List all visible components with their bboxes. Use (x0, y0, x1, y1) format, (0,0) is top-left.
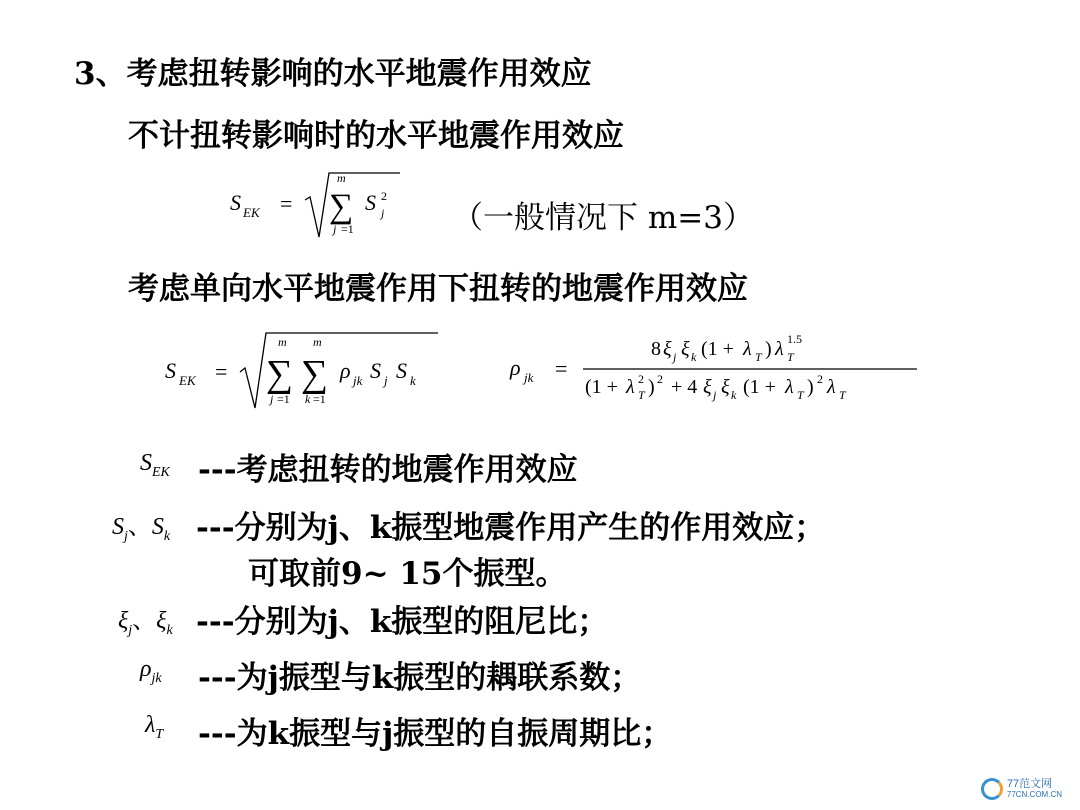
svg-text:ξ: ξ (721, 376, 730, 398)
svg-text:j: j (270, 392, 274, 406)
svg-text:jk: jk (524, 370, 534, 385)
definition-xi: ---分别为j、k振型的阻尼比； (196, 604, 609, 640)
formula-cqc (160, 328, 450, 413)
svg-text:2: 2 (381, 189, 387, 203)
svg-text:=1: =1 (341, 222, 354, 236)
watermark-line1: 77范文网 (1006, 778, 1053, 790)
svg-text:λ: λ (743, 338, 752, 360)
symbol-sj-sk: $S_j$、$S_k$ (112, 514, 171, 544)
definition-modes: 可取前9~ 15个振型。 (248, 556, 567, 592)
svg-text:EK: EK (243, 205, 260, 220)
svg-text:T: T (755, 350, 762, 364)
svg-text:j: j (673, 350, 677, 364)
svg-text:T: T (787, 350, 794, 364)
svg-text:): ) (648, 376, 655, 398)
svg-text:k: k (691, 350, 697, 364)
formula-rho (505, 325, 925, 405)
definition-rho: ---为j振型与k振型的耦联系数； (198, 660, 642, 696)
svg-text:S: S (365, 190, 376, 215)
formula-srss (225, 165, 415, 245)
svg-text:ξ: ξ (663, 338, 672, 360)
note-m: （一般情况下 m=3） (452, 200, 754, 236)
svg-text:8: 8 (651, 338, 661, 360)
symbol-lambda: $\lambda_T$ (145, 712, 164, 742)
svg-text:): ) (807, 376, 814, 398)
svg-text:S: S (396, 358, 407, 383)
svg-text:2: 2 (638, 372, 644, 386)
svg-text:1.5: 1.5 (787, 332, 802, 346)
svg-text:=1: =1 (313, 392, 326, 406)
svg-text:λ: λ (626, 376, 635, 398)
symbol-sek: $S_{EK}$ (140, 450, 170, 480)
symbol-rho: $\rho_{jk}$ (140, 656, 162, 686)
svg-text:m: m (313, 335, 322, 349)
svg-text:=1: =1 (277, 392, 290, 406)
definition-lambda: ---为k振型与j振型的自振周期比； (198, 716, 673, 752)
svg-text:j: j (381, 206, 385, 220)
heading: 3、考虑扭转影响的水平地震作用效应 (74, 56, 592, 92)
symbol-xi: $\xi_j$、$\xi_k$ (118, 608, 173, 638)
svg-text:m: m (278, 335, 287, 349)
subheading-no-torsion: 不计扭转影响时的水平地震作用效应 (128, 118, 624, 154)
svg-text:2: 2 (657, 372, 663, 386)
svg-text:=: = (280, 191, 293, 216)
svg-text:EK: EK (179, 373, 196, 388)
svg-text:∑: ∑ (266, 353, 294, 395)
svg-text:ξ: ξ (681, 338, 690, 360)
svg-text:T: T (797, 388, 804, 402)
svg-text:(1 +: (1 + (701, 338, 734, 360)
svg-text:m: m (337, 171, 346, 185)
svg-text:=: = (215, 359, 228, 384)
watermark (981, 778, 1062, 800)
svg-text:ρ: ρ (340, 358, 351, 383)
svg-text:λ: λ (785, 376, 794, 398)
svg-text:S: S (165, 358, 176, 383)
svg-text:k: k (410, 373, 416, 388)
svg-text:j: j (333, 222, 337, 236)
svg-text:∑: ∑ (301, 353, 329, 395)
svg-text:T: T (638, 388, 645, 402)
subheading-with-torsion: 考虑单向水平地震作用下扭转的地震作用效应 (128, 271, 748, 307)
svg-text:S: S (230, 190, 241, 215)
svg-text:k: k (731, 388, 737, 402)
watermark-logo-icon (981, 778, 1003, 800)
svg-text:λ: λ (775, 338, 784, 360)
svg-text:2: 2 (817, 372, 823, 386)
svg-text:(1 +: (1 + (585, 376, 618, 398)
svg-text:j: j (713, 388, 717, 402)
definition-sek: ---考虑扭转的地震作用效应 (198, 452, 578, 488)
svg-text:S: S (370, 358, 381, 383)
svg-text:λ: λ (827, 376, 836, 398)
svg-text:jk: jk (353, 373, 363, 388)
svg-text:=: = (555, 356, 568, 381)
svg-text:j: j (384, 373, 388, 388)
definition-sj-sk: ---分别为j、k振型地震作用产生的作用效应； (196, 510, 826, 546)
svg-text:k: k (305, 392, 311, 406)
svg-text:ξ: ξ (703, 376, 712, 398)
svg-text:): ) (765, 338, 772, 360)
watermark-line2: 77CN.COM.CN (1006, 790, 1062, 799)
svg-text:(1 +: (1 + (743, 376, 776, 398)
svg-text:ρ: ρ (510, 355, 521, 380)
svg-text:∑: ∑ (329, 188, 354, 225)
svg-text:+ 4: + 4 (671, 376, 698, 398)
svg-text:T: T (839, 388, 846, 402)
